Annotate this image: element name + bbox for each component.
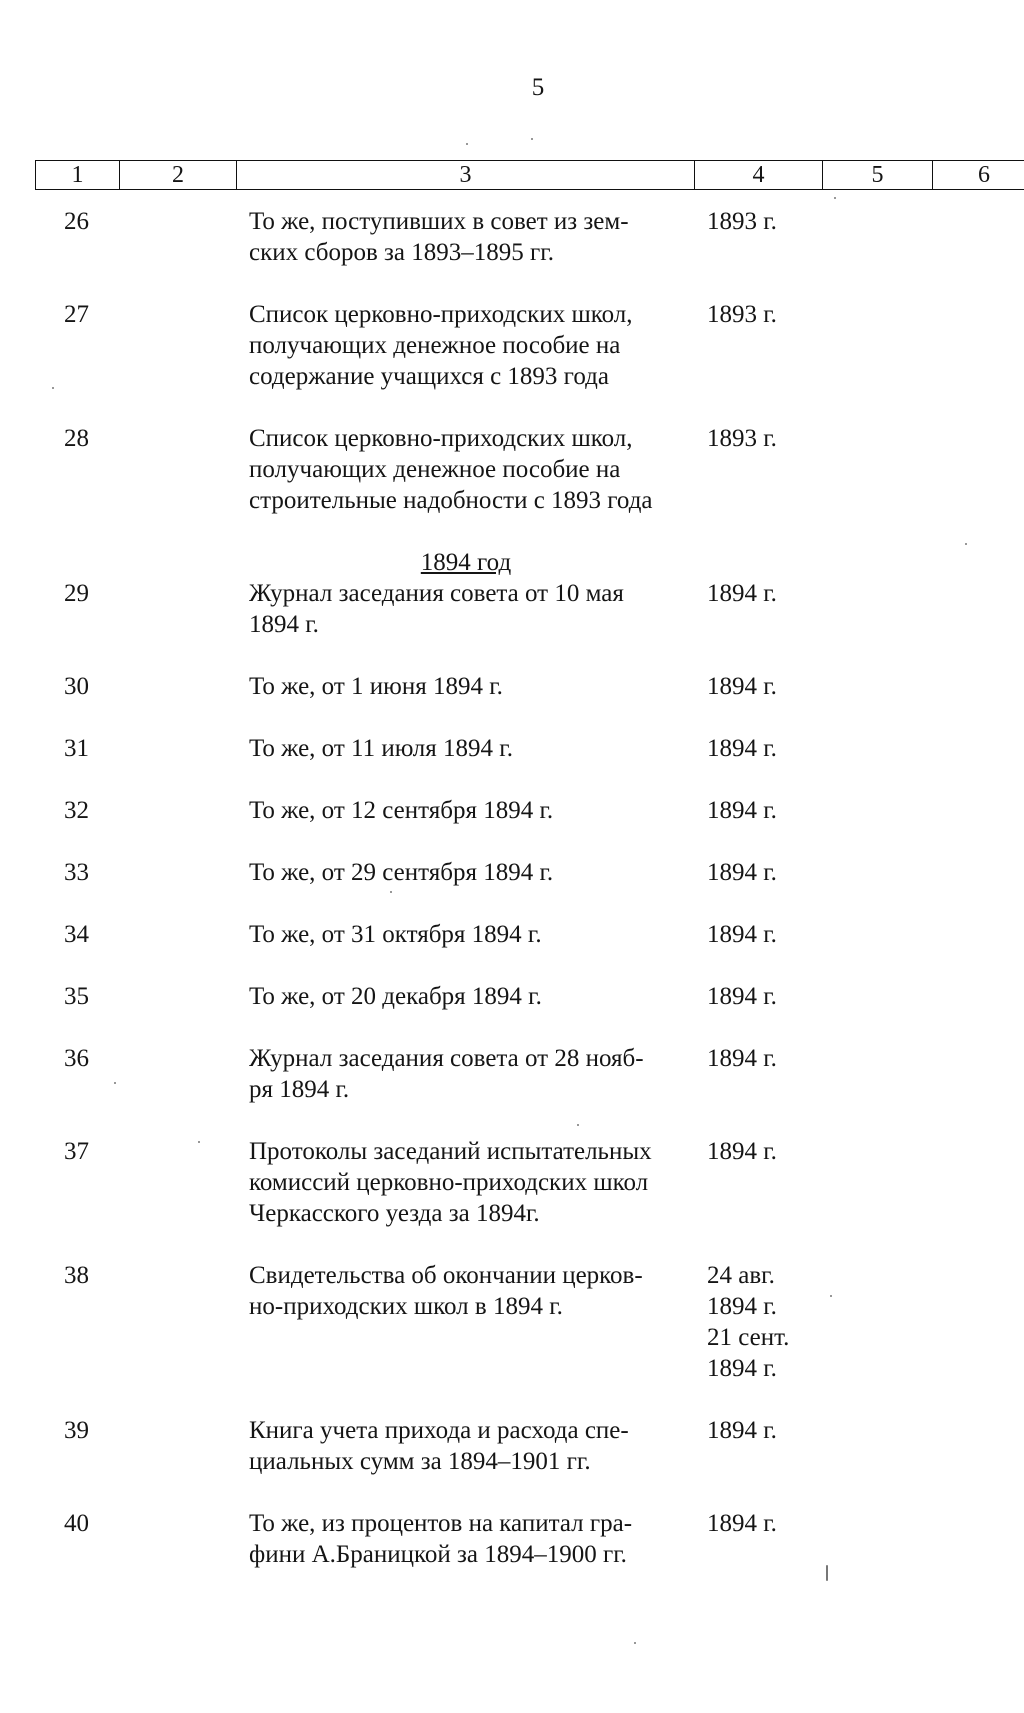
scan-speck [577, 1124, 579, 1126]
item-date: 1894 г. [707, 580, 777, 607]
item-date: 24 авг. 1894 г. 21 сент. 1894 г. [707, 1262, 790, 1382]
item-number: 39 [64, 1417, 89, 1444]
scan-speck [965, 543, 967, 545]
item-date: 1894 г. [707, 859, 777, 886]
list-item [0, 1508, 1024, 1570]
item-date: 1893 г. [707, 301, 777, 328]
list-item [0, 857, 1024, 888]
item-date: 1894 г. [707, 983, 777, 1010]
scan-speck [114, 1082, 116, 1084]
item-number: 40 [64, 1510, 89, 1537]
list-item [0, 299, 1024, 392]
list-item [0, 206, 1024, 268]
item-title: Протоколы заседаний испытательных комиссий церковно-приходских школ Черкасского уезда за 1894г. [249, 1138, 652, 1227]
item-date: 1894 г. [707, 1510, 777, 1537]
scan-speck [531, 138, 533, 140]
item-title: То же, поступивших в совет из зем- ских сборов за 1893–1895 гг. [249, 208, 629, 266]
item-number: 26 [64, 208, 89, 235]
scan-speck [826, 1565, 828, 1581]
item-date: 1893 г. [707, 208, 777, 235]
item-title: То же, от 1 июня 1894 г. [249, 673, 503, 700]
item-title: То же, от 29 сентября 1894 г. [249, 859, 554, 886]
item-date: 1894 г. [707, 1138, 777, 1165]
item-date: 1894 г. [707, 1417, 777, 1444]
item-title: То же, от 31 октября 1894 г. [249, 921, 542, 948]
item-title: То же, от 11 июля 1894 г. [249, 735, 513, 762]
item-title: То же, из процентов на капитал гра- фини А.Браницкой за 1894–1900 гг. [249, 1510, 633, 1568]
scan-speck [830, 1295, 832, 1297]
item-title: То же, от 20 декабря 1894 г. [249, 983, 542, 1010]
list-item [0, 671, 1024, 702]
item-number: 35 [64, 983, 89, 1010]
inventory-list [0, 206, 1024, 1570]
column-header-5: 5 [823, 161, 933, 190]
item-title: То же, от 12 сентября 1894 г. [249, 797, 554, 824]
scan-speck [52, 387, 54, 389]
scan-speck [634, 1642, 636, 1644]
page-number: 5 [531, 74, 545, 101]
rows-1893 [0, 206, 1024, 516]
item-number: 30 [64, 673, 89, 700]
scan-speck [198, 1141, 200, 1143]
item-number: 33 [64, 859, 89, 886]
item-date: 1894 г. [707, 673, 777, 700]
column-header-6: 6 [933, 161, 1024, 190]
list-item [0, 1415, 1024, 1477]
column-header-1: 1 [36, 161, 120, 190]
scan-speck [834, 197, 836, 199]
item-date: 1894 г. [707, 735, 777, 762]
item-title: Список церковно-приходских школ, получающих денежное пособие на содержание учащихся с 1893 года [249, 301, 633, 390]
scan-speck [466, 143, 468, 145]
item-date: 1894 г. [707, 1045, 777, 1072]
item-date: 1894 г. [707, 797, 777, 824]
column-header-4: 4 [695, 161, 823, 190]
item-date: 1894 г. [707, 921, 777, 948]
item-number: 34 [64, 921, 89, 948]
list-item [0, 1260, 1024, 1384]
list-item [0, 423, 1024, 516]
list-item [0, 578, 1024, 640]
item-title: Свидетельства об окончании церков- но-приходских школ в 1894 г. [249, 1262, 643, 1320]
rows-1894 [0, 578, 1024, 1570]
column-header-table [35, 160, 1024, 190]
item-number: 29 [64, 580, 89, 607]
item-number: 28 [64, 425, 89, 452]
scan-speck [390, 891, 392, 893]
item-number: 27 [64, 301, 89, 328]
list-item [0, 981, 1024, 1012]
item-number: 38 [64, 1262, 89, 1289]
item-number: 37 [64, 1138, 89, 1165]
item-number: 31 [64, 735, 89, 762]
list-item [0, 795, 1024, 826]
list-item [0, 919, 1024, 950]
column-header-3: 3 [237, 161, 695, 190]
list-item [0, 1136, 1024, 1229]
item-date: 1893 г. [707, 425, 777, 452]
column-header-2: 2 [120, 161, 237, 190]
list-item [0, 733, 1024, 764]
item-title: Журнал заседания совета от 10 мая 1894 г. [249, 580, 624, 638]
item-title: Книга учета прихода и расхода спе- циальных сумм за 1894–1901 гг. [249, 1417, 629, 1475]
year-heading: 1894 год [420, 549, 512, 576]
item-number: 36 [64, 1045, 89, 1072]
item-title: Список церковно-приходских школ, получающих денежное пособие на строительные надобности с 1893 года [249, 425, 653, 514]
item-title: Журнал заседания совета от 28 нояб- ря 1894 г. [249, 1045, 644, 1103]
item-number: 32 [64, 797, 89, 824]
list-item [0, 1043, 1024, 1105]
